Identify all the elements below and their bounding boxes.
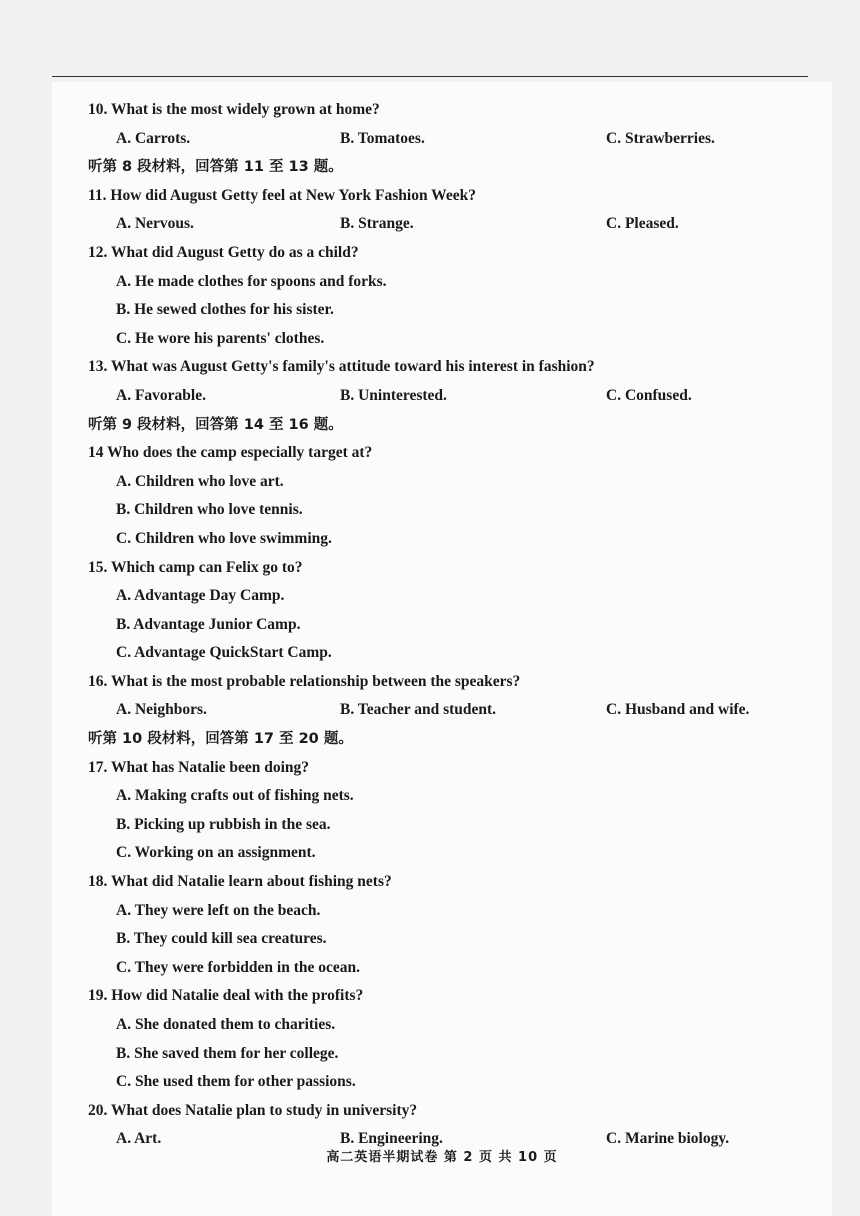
- question: 20. What does Natalie plan to study in university?: [88, 1101, 418, 1119]
- question-list: [88, 96, 818, 1154]
- question: 19. How did Natalie deal with the profits?: [88, 987, 364, 1005]
- option-c: C. Confused.: [606, 386, 692, 404]
- question: 16. What is the most probable relationship between the speakers?: [88, 672, 521, 690]
- option-a: A. Nervous.: [116, 215, 194, 233]
- option-a: A. Art.: [116, 1130, 162, 1148]
- option: A. Children who love art.: [116, 472, 284, 490]
- option: A. Advantage Day Camp.: [116, 587, 285, 605]
- option-c: C. Marine biology.: [606, 1130, 730, 1148]
- option: C. They were forbidden in the ocean.: [116, 958, 360, 976]
- section-instruction: 听第 10 段材料，回答第 17 至 20 题。: [88, 731, 353, 748]
- option-b: B. Engineering.: [340, 1130, 443, 1148]
- section-instruction: 听第 8 段材料，回答第 11 至 13 题。: [88, 159, 343, 176]
- option: C. She used them for other passions.: [116, 1073, 356, 1091]
- option-b: B. Uninterested.: [340, 386, 447, 404]
- option: B. He sewed clothes for his sister.: [116, 301, 334, 319]
- option: A. They were left on the beach.: [116, 901, 321, 919]
- header-rule: [52, 76, 808, 77]
- option: C. Children who love swimming.: [116, 529, 332, 547]
- option: B. Picking up rubbish in the sea.: [116, 815, 331, 833]
- question: 18. What did Natalie learn about fishing nets?: [88, 873, 392, 891]
- option: A. Making crafts out of fishing nets.: [116, 787, 354, 805]
- section-instruction: 听第 9 段材料，回答第 14 至 16 题。: [88, 416, 343, 433]
- option-c: C. Pleased.: [606, 215, 679, 233]
- option-b: B. Strange.: [340, 215, 414, 233]
- option-row: [88, 696, 818, 725]
- option-b: B. Tomatoes.: [340, 129, 425, 147]
- option: A. She donated them to charities.: [116, 1016, 336, 1033]
- question: 17. What has Natalie been doing?: [88, 758, 310, 776]
- option: B. She saved them for her college.: [116, 1044, 339, 1062]
- question: 14 Who does the camp especially target at?: [88, 444, 373, 462]
- option-c: C. Strawberries.: [606, 129, 715, 147]
- question: 13. What was August Getty's family's attitude toward his interest in fashion?: [88, 358, 595, 376]
- option-a: A. Favorable.: [116, 386, 206, 404]
- option: C. Advantage QuickStart Camp.: [116, 644, 332, 662]
- question: 12. What did August Getty do as a child?: [88, 243, 359, 261]
- option-row: [88, 210, 818, 239]
- option: B. Advantage Junior Camp.: [116, 615, 301, 633]
- option-b: B. Teacher and student.: [340, 701, 497, 719]
- option-c: C. Husband and wife.: [606, 701, 750, 719]
- option-a: A. Carrots.: [116, 129, 191, 147]
- question: 11. How did August Getty feel at New York Fashion Week?: [88, 186, 476, 204]
- question: 15. Which camp can Felix go to?: [88, 558, 303, 576]
- option: C. Working on an assignment.: [116, 844, 316, 862]
- option-a: A. Neighbors.: [116, 701, 207, 719]
- option: B. Children who love tennis.: [116, 501, 303, 519]
- page-footer: 高二英语半期试卷 第 2 页 共 10 页: [326, 1150, 558, 1165]
- option: A. He made clothes for spoons and forks.: [116, 272, 387, 290]
- question: 10. What is the most widely grown at home?: [88, 101, 380, 118]
- option: C. He wore his parents' clothes.: [116, 329, 325, 347]
- option-row: [88, 382, 818, 411]
- option: B. They could kill sea creatures.: [116, 930, 327, 948]
- exam-page: [52, 82, 832, 1216]
- option-row: [88, 125, 818, 154]
